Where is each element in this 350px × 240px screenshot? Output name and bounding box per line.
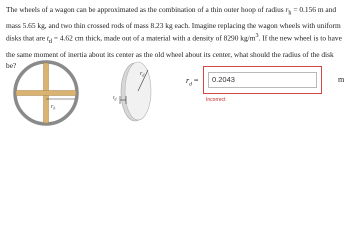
answer-field-frame <box>203 66 322 94</box>
wagon-wheel-figure <box>13 58 79 128</box>
problem-text: The wheels of a wagon can be approximated as the combination of a thin outer hoop of radius <box>6 5 286 14</box>
disk-thickness-subscript: d <box>48 39 52 46</box>
answer-input[interactable]: 0.2043 <box>208 72 317 88</box>
answer-row <box>186 65 350 105</box>
problem-text: . If the new wheel is to have the same moment of inertia about its center as the old wheel about its center, what should the radius of the disk be? <box>6 33 342 71</box>
disk-thickness-symbol: t <box>46 33 49 43</box>
answer-label: $r_d$ = <box>186 76 199 88</box>
problem-text: = 4.62 cm thick, made out of a material with a density of 8290 kg/m <box>51 33 256 43</box>
disk-radius-label: $r_d$ <box>140 71 145 78</box>
disk-figure <box>102 56 162 126</box>
density-exponent: 3 <box>255 33 259 40</box>
horizontal-rod <box>16 91 76 96</box>
hoop-radius-subscript: h <box>288 10 292 17</box>
problem-text: = 0.156 m and mass 5.65 kg, and two thin crossed rods of mass 8.23 kg each. Imagine replacing the wagon wheels with uniform disks that are <box>6 5 341 43</box>
hoop-radius-label: $r_h$ <box>51 104 56 111</box>
hoop-radius-symbol: r <box>285 5 289 14</box>
answer-unit: m <box>338 75 345 84</box>
feedback-message: Incorrect <box>206 97 226 103</box>
disk-thickness-label: $t_d$ <box>113 95 117 102</box>
